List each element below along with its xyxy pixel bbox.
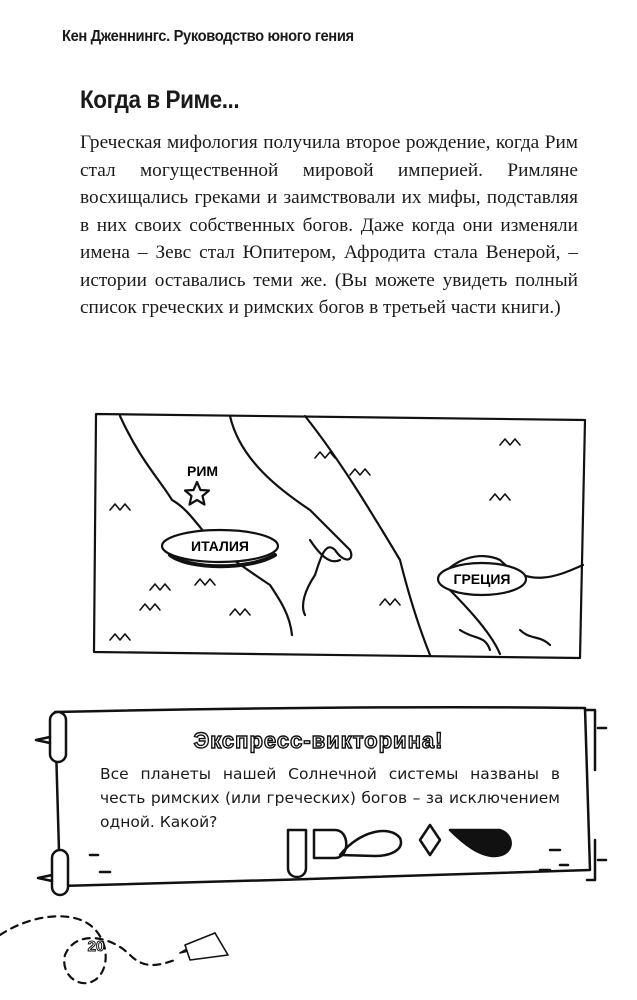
italy-coast: [120, 416, 351, 635]
scroll-roll-left-bottom: [52, 850, 68, 895]
rome-star-icon: [185, 482, 209, 505]
map-label-italy: ИТАЛИЯ: [191, 538, 249, 554]
map-frame: [94, 414, 585, 658]
page-number: 20: [87, 938, 105, 955]
quiz-question: Все планеты нашей Солнечной системы названы в честь римских (или греческих) богов – за исключением одной. Какой?: [100, 765, 560, 831]
map-label-rome: РИМ: [187, 463, 219, 479]
map-illustration: [80, 400, 600, 680]
quiz-title: Экспресс-викторина!: [193, 728, 444, 753]
running-header: Кен Дженнингс. Руководство юного гения: [62, 28, 354, 45]
balkans-coast: [305, 416, 583, 655]
footer-doodle: [0, 905, 260, 1000]
paper-plane-icon: [180, 933, 228, 960]
section-title: Когда в Риме...: [80, 86, 240, 114]
map-label-greece: ГРЕЦИЯ: [453, 571, 511, 587]
section-body: Греческая мифология получила второе рождение, когда Рим стал могущественной мировой империей. Римляне восхищались греками и заимствовали их мифы, подставляя в них своих собственных богов. Даже когда они изменяли имена – Зевс стал Юпитером, Афродита стала Венерой, – истории оставались теми же. (Вы можете увидеть полный список греческих и римских богов в третьей части книги.): [80, 132, 578, 318]
